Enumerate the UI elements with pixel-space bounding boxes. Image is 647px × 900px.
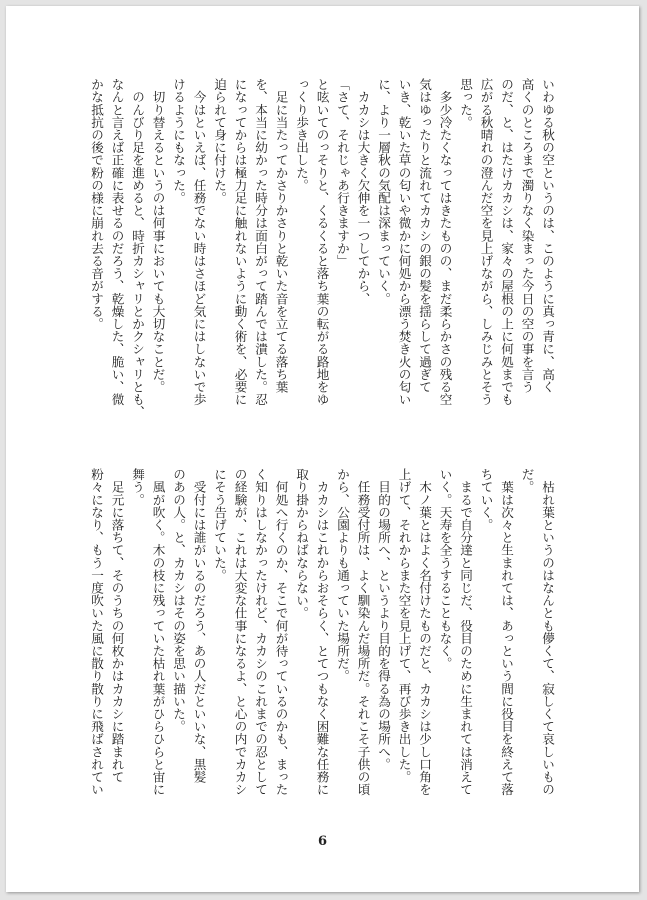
text-line: かな抵抗の後で粉の様に崩れ去る音がする。 <box>89 78 104 330</box>
text-line: なんと言えば正確に表せるのだろう、乾燥した、脆い、微 <box>109 78 125 406</box>
text-line: のだ、と、はたけカカシは、家々の屋根の上に何処までも <box>499 78 514 406</box>
book-page <box>6 6 639 892</box>
text-line: 広がる秋晴れの澄んだ空を見上げながら、しみじみとそう <box>478 78 494 406</box>
text-line: 受付には誰がいるのだろう、あの人だといいな、黒髪 <box>191 468 207 783</box>
text-line: まるで自分達と同じだ、役目のために生まれては消えて <box>458 468 473 796</box>
page-number: 6 <box>317 834 328 849</box>
text-line: にそう告げていた。 <box>212 468 227 582</box>
text-line: 任務受付所は、よく馴染んだ場所だ。それこそ子供の頃 <box>355 468 371 796</box>
text-line: 「さて、それじゃあ行きますか」 <box>335 78 350 267</box>
text-line: の経験が、これは大変な仕事になるよ、と心の内でカカシ <box>232 468 248 796</box>
text-line: 足に当たってかさりかさりと乾いた音を立てる落ち葉 <box>273 78 289 393</box>
text-line: のんびり足を進めると、時折カシャリとかクシャリとも、 <box>130 78 145 419</box>
text-line: 思った。 <box>458 78 473 129</box>
text-line: っくり歩き出した。 <box>294 78 309 192</box>
text-line: 目的の場所へ、というより目的を得る為の場所へ。 <box>376 468 391 771</box>
text-line: 上げて、それからまた空を見上げて、再び歩き出した。 <box>396 468 412 783</box>
text-line: を、本当に幼かった時分は面白がって踏んでは潰した。忍 <box>253 78 268 406</box>
text-line: 切り替えるというのは何事においても大切なことだ。 <box>150 78 166 393</box>
text-line: 舞う。 <box>130 468 145 506</box>
text-line: ちていく。 <box>478 468 494 531</box>
text-line: カカシはこれからおそらく、とてつもなく困難な任務に <box>314 468 330 796</box>
text-line: 多少冷たくなってはきたものの、まだ柔らかさの残る空 <box>437 78 453 406</box>
text-line: カカシは大きく欠伸を一つしてから、 <box>355 78 371 305</box>
text-line: 取り掛からねばならない。 <box>294 468 309 620</box>
text-line: 風が吹く。木の枝に残っていた枯れ葉がひらひらと宙に <box>150 468 166 796</box>
text-line: 何処へ行くのか、そこで何が待っているのかも、まった <box>273 468 289 796</box>
text-line: 迫られて身に付けた。 <box>212 78 227 204</box>
text-line: 木ノ葉とはよく名付けたものだと、カカシは少し口角を <box>417 468 432 796</box>
text-line: だ。 <box>519 468 535 494</box>
text-line: けるようにもなった。 <box>171 78 186 204</box>
text-line: になってからは極力足に触れないように動く術を、必要に <box>232 78 248 406</box>
text-line: と呟いてのっそりと、くるくると落ち葉の転がる路地をゆ <box>314 78 330 406</box>
text-line: 枯れ葉というのはなんとも儚くて、寂しくて哀しいもの <box>540 468 555 796</box>
text-line: 今はといえば、任務でない時はさほど気にはしないで歩 <box>191 78 207 406</box>
text-line: 高くのところまで濁りなく染まった今日の空の事を言う <box>519 78 535 393</box>
text-line: いわゆる秋の空というのは、このように真っ青に、高く <box>540 78 555 393</box>
text-line: 粉々になり、もう一度吹いた風に散り散りに飛ばされてい <box>89 468 104 796</box>
text-line: 足元に落ちて、そのうちの何枚かはカカシに踏まれて <box>109 468 125 783</box>
text-line: いき、乾いた草の匂いや微かに何処から漂う焚き火の匂い <box>396 78 412 406</box>
text-line: 気はゆったりと流れてカカシの銀の髪を揺らして過ぎて <box>417 78 432 393</box>
text-line: のあの人。と、カカシはその姿を思い描いた。 <box>171 468 186 733</box>
text-line: に、より一層秋の気配は深まっていく。 <box>376 78 391 305</box>
text-block-top <box>86 78 558 430</box>
text-line: から、公園よりも通っていた場所だ。 <box>335 468 350 683</box>
text-line: いく。天寿を全うすることもなく。 <box>437 468 453 670</box>
text-line: く知りはしなかったけれど、カカシのこれまでの忍として <box>253 468 268 796</box>
text-line: 葉は次々と生まれては、あっという間に役目を終えて落 <box>499 468 514 796</box>
text-block-bottom <box>86 468 558 820</box>
